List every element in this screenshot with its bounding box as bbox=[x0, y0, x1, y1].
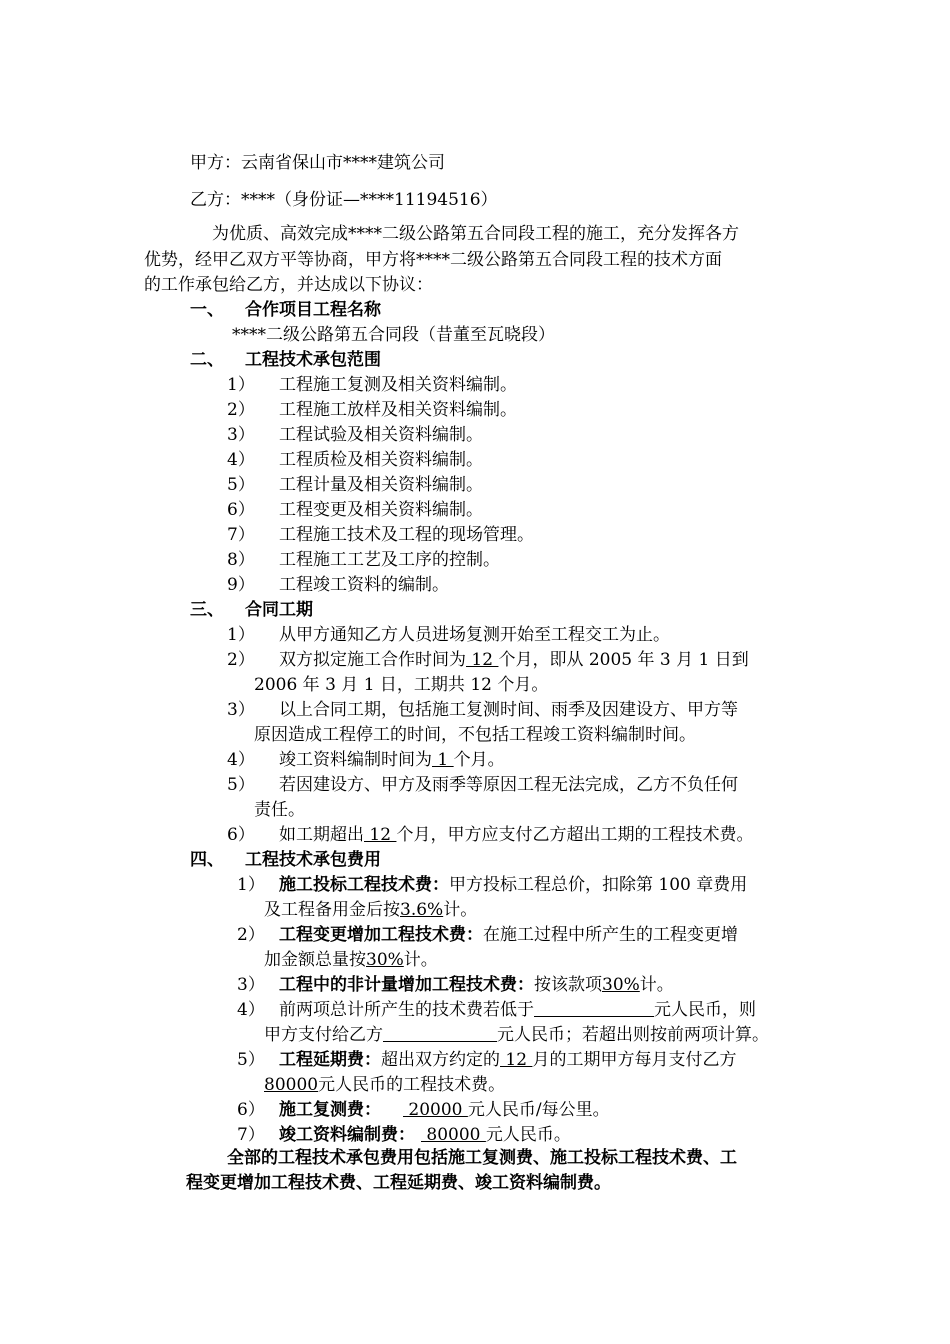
s4-item-6-text bbox=[279, 1099, 610, 1121]
s4-item-5-num: 5） bbox=[237, 1050, 265, 1070]
s4-item-1-rate: 3.6% bbox=[400, 900, 444, 920]
s4-item-6-num: 6） bbox=[237, 1100, 265, 1120]
s4-item-5-a: 超出双方约定的 bbox=[381, 1050, 500, 1070]
s4-item-1-num: 1） bbox=[237, 875, 265, 895]
section-3-number: 三、 bbox=[190, 600, 224, 620]
s4-item-3-label: 工程中的非计量增加工程技术费： bbox=[279, 975, 534, 995]
s4-item-4-text bbox=[279, 999, 756, 1021]
s4-item-5-cont bbox=[264, 1074, 505, 1096]
s4-item-5-c: 元人民币的工程技术费。 bbox=[318, 1075, 506, 1095]
s4-item-2-b: 加金额总量按 bbox=[264, 950, 366, 970]
s3-item-6-b: 个月，甲方应支付乙方超出工期的工程技术费。 bbox=[396, 825, 754, 845]
s4-item-4-b: 元人民币，则 bbox=[654, 1000, 756, 1020]
s3-item-4-a: 竣工资料编制时间为 bbox=[279, 750, 432, 770]
s4-item-6-amount: 20000 bbox=[403, 1100, 468, 1120]
s4-item-4-blank-2[interactable] bbox=[383, 1025, 497, 1042]
summary-line-2: 程变更增加工程技术费、工程延期费、竣工资料编制费。 bbox=[186, 1173, 611, 1193]
s4-item-3-c: 计。 bbox=[639, 975, 674, 995]
section-3-title: 合同工期 bbox=[245, 600, 313, 620]
s4-item-5-b: 月的工期甲方每月支付乙方 bbox=[532, 1050, 737, 1070]
s4-item-2-c: 计。 bbox=[403, 950, 438, 970]
s3-item-4-b: 个月。 bbox=[453, 750, 505, 770]
s3-item-5-num: 5） bbox=[227, 775, 255, 795]
s4-item-4-blank-1[interactable] bbox=[534, 1000, 654, 1017]
s2-item-7-text: 工程施工技术及工程的现场管理。 bbox=[279, 525, 534, 545]
section-1-title: 合作项目工程名称 bbox=[245, 300, 381, 320]
s4-item-1-a: 甲方投标工程总价，扣除第 100 章费用 bbox=[449, 875, 748, 895]
s3-item-2-text bbox=[279, 649, 749, 671]
s3-item-4-months: 1 bbox=[432, 750, 454, 770]
s4-item-5-text bbox=[279, 1049, 736, 1071]
s4-item-1-b: 及工程备用金后按 bbox=[264, 900, 400, 920]
section-2-number: 二、 bbox=[190, 350, 224, 370]
party-b: 乙方：****（身份证—****11194516） bbox=[190, 190, 498, 210]
s3-item-2-b: 个月，即从 2005 年 3 月 1 日到 bbox=[498, 650, 749, 670]
s2-item-1-num: 1） bbox=[227, 375, 255, 395]
s4-item-2-label: 工程变更增加工程技术费： bbox=[279, 925, 483, 945]
s2-item-2-num: 2） bbox=[227, 400, 255, 420]
s4-item-1-text bbox=[279, 874, 747, 896]
s2-item-3-num: 3） bbox=[227, 425, 255, 445]
s4-item-5-amount: 80000 bbox=[264, 1075, 319, 1095]
s3-item-6-num: 6） bbox=[227, 825, 255, 845]
s4-item-3-text bbox=[279, 974, 674, 996]
s4-item-1-label: 施工投标工程技术费： bbox=[279, 875, 449, 895]
section-1-content: ****二级公路第五合同段（昔董至瓦晓段） bbox=[232, 325, 555, 345]
s3-item-6-a: 如工期超出 bbox=[279, 825, 364, 845]
s2-item-8-num: 8） bbox=[227, 550, 255, 570]
s4-item-5-months: 12 bbox=[500, 1050, 533, 1070]
s4-item-1-cont bbox=[264, 899, 477, 921]
s2-item-5-text: 工程计量及相关资料编制。 bbox=[279, 475, 483, 495]
s4-item-2-a: 在施工过程中所产生的工程变更增 bbox=[483, 925, 738, 945]
s3-item-3-cont: 原因造成工程停工的时间，不包括工程竣工资料编制时间。 bbox=[254, 725, 696, 745]
s4-item-4-d: 元人民币；若超出则按前两项计算。 bbox=[497, 1025, 769, 1045]
s2-item-9-num: 9） bbox=[227, 575, 255, 595]
s4-item-3-rate: 30% bbox=[602, 975, 640, 995]
s4-item-2-num: 2） bbox=[237, 925, 265, 945]
s4-item-7-label: 竣工资料编制费： bbox=[279, 1125, 415, 1145]
s4-item-6-c: 元人民币/每公里。 bbox=[467, 1100, 610, 1120]
s4-item-5-label: 工程延期费： bbox=[279, 1050, 381, 1070]
s2-item-1-text: 工程施工复测及相关资料编制。 bbox=[279, 375, 517, 395]
s2-item-7-num: 7） bbox=[227, 525, 255, 545]
s3-item-3-num: 3） bbox=[227, 700, 255, 720]
s2-item-4-num: 4） bbox=[227, 450, 255, 470]
s4-item-6-label: 施工复测费： bbox=[279, 1100, 381, 1120]
s4-item-1-c: 计。 bbox=[443, 900, 478, 920]
s2-item-9-text: 工程竣工资料的编制。 bbox=[279, 575, 449, 595]
s4-item-2-text bbox=[279, 924, 738, 946]
s4-item-4-cont bbox=[264, 1024, 769, 1046]
s4-item-7-amount: 80000 bbox=[421, 1125, 486, 1145]
party-a: 甲方：云南省保山市****建筑公司 bbox=[190, 153, 445, 173]
s3-item-2-months: 12 bbox=[466, 650, 499, 670]
s4-item-4-a: 前两项总计所产生的技术费若低于 bbox=[279, 1000, 534, 1020]
s4-item-2-cont bbox=[264, 949, 438, 971]
s2-item-2-text: 工程施工放样及相关资料编制。 bbox=[279, 400, 517, 420]
s2-item-3-text: 工程试验及相关资料编制。 bbox=[279, 425, 483, 445]
s3-item-4-text bbox=[279, 749, 505, 771]
s4-item-7-text bbox=[279, 1124, 571, 1146]
s4-item-7-c: 元人民币。 bbox=[485, 1125, 571, 1145]
summary-line-1: 全部的工程技术承包费用包括施工复测费、施工投标工程技术费、工 bbox=[227, 1148, 737, 1168]
s3-item-2-num: 2） bbox=[227, 650, 255, 670]
intro-line-2: 优势，经甲乙双方平等协商，甲方将****二级公路第五合同段工程的技术方面 bbox=[144, 250, 722, 270]
s4-item-7-num: 7） bbox=[237, 1125, 265, 1145]
section-4-number: 四、 bbox=[190, 850, 224, 870]
s2-item-6-num: 6） bbox=[227, 500, 255, 520]
s2-item-5-num: 5） bbox=[227, 475, 255, 495]
s3-item-5-cont: 责任。 bbox=[254, 800, 305, 820]
s4-item-4-num: 4） bbox=[237, 1000, 265, 1020]
s4-item-2-rate: 30% bbox=[366, 950, 404, 970]
s3-item-2-a: 双方拟定施工合作时间为 bbox=[279, 650, 466, 670]
intro-line-3: 的工作承包给乙方，并达成以下协议： bbox=[144, 275, 433, 295]
s4-item-3-num: 3） bbox=[237, 975, 265, 995]
s3-item-3-text: 以上合同工期，包括施工复测时间、雨季及因建设方、甲方等 bbox=[279, 700, 738, 720]
s2-item-6-text: 工程变更及相关资料编制。 bbox=[279, 500, 483, 520]
intro-line-1: 为优质、高效完成****二级公路第五合同段工程的施工，充分发挥各方 bbox=[212, 224, 739, 244]
s2-item-4-text: 工程质检及相关资料编制。 bbox=[279, 450, 483, 470]
s3-item-5-text: 若因建设方、甲方及雨季等原因工程无法完成，乙方不负任何 bbox=[279, 775, 738, 795]
section-2-title: 工程技术承包范围 bbox=[245, 350, 381, 370]
s4-item-4-c: 甲方支付给乙方 bbox=[264, 1025, 383, 1045]
s3-item-1-num: 1） bbox=[227, 625, 255, 645]
section-1-number: 一、 bbox=[190, 300, 224, 320]
s3-item-1-text: 从甲方通知乙方人员进场复测开始至工程交工为止。 bbox=[279, 625, 670, 645]
s2-item-8-text: 工程施工工艺及工序的控制。 bbox=[279, 550, 500, 570]
s3-item-6-months: 12 bbox=[364, 825, 397, 845]
section-4-title: 工程技术承包费用 bbox=[245, 850, 381, 870]
s3-item-6-text bbox=[279, 824, 753, 846]
s3-item-2-cont: 2006 年 3 月 1 日，工期共 12 个月。 bbox=[254, 675, 549, 695]
s4-item-3-a: 按该款项 bbox=[534, 975, 602, 995]
s3-item-4-num: 4） bbox=[227, 750, 255, 770]
